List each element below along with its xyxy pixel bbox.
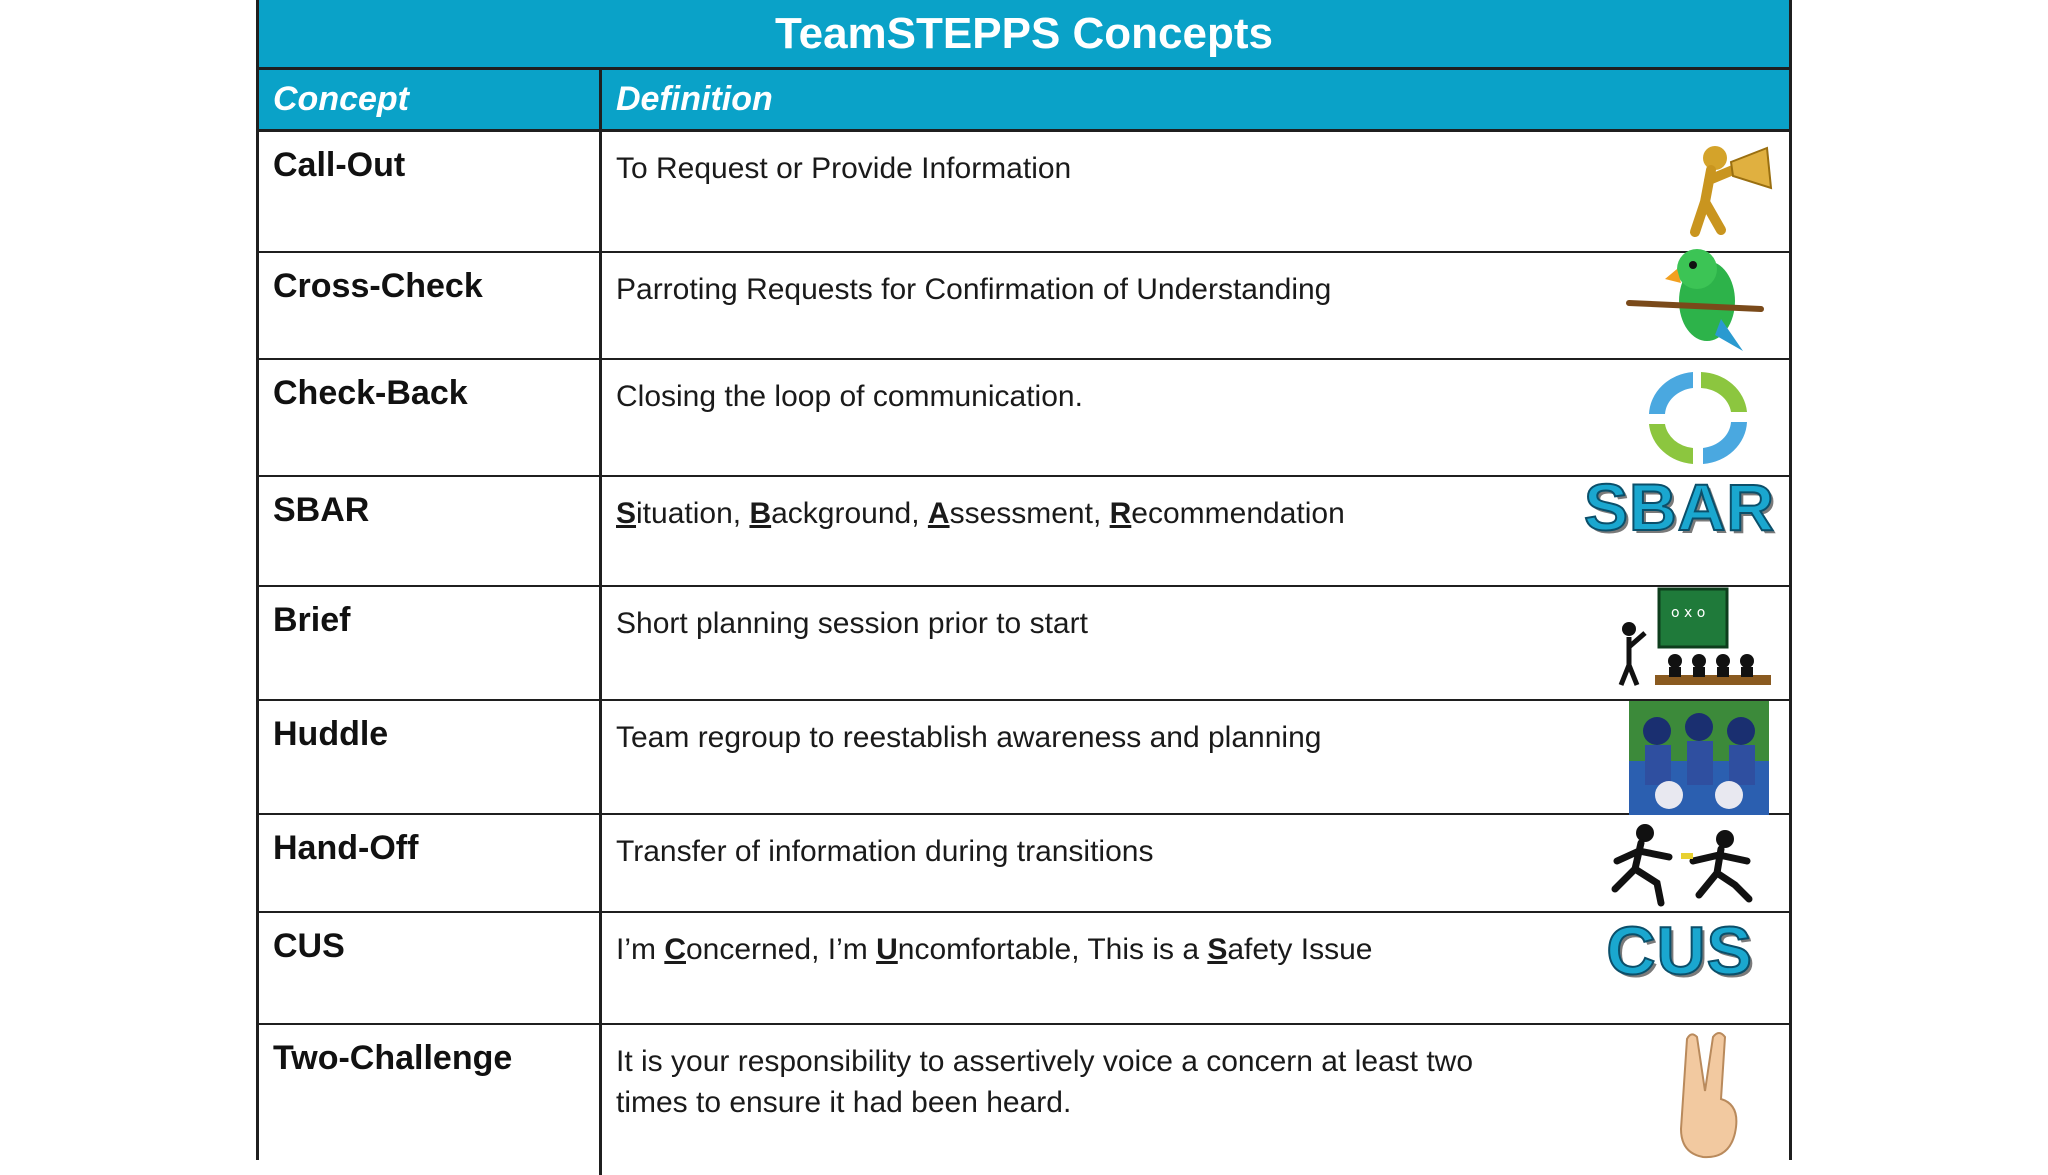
definition-cell xyxy=(599,1025,1789,1175)
definition-cell xyxy=(599,470,1789,585)
concept-check-back: Check-Back xyxy=(273,374,468,412)
definition-fragment: To Request or Provide Information xyxy=(616,152,1072,185)
peace-hand-icon xyxy=(1669,1029,1749,1161)
table-row xyxy=(259,470,1789,587)
definition-text xyxy=(616,376,1496,417)
relay-runners-icon xyxy=(1601,819,1771,909)
megaphone-figure-icon xyxy=(1675,140,1775,240)
definition-fragment: Closing the loop of communication. xyxy=(616,380,1083,413)
underlined-initial: C xyxy=(664,933,686,966)
definition-text xyxy=(616,929,1496,970)
table-row xyxy=(259,587,1789,701)
header-definition: Definition xyxy=(599,70,1789,129)
parrot-icon xyxy=(1625,239,1765,359)
table-row xyxy=(259,913,1789,1025)
table-row xyxy=(259,253,1789,360)
concept-call-out: Call-Out xyxy=(273,146,406,184)
cycle-arrows-icon xyxy=(1629,364,1765,472)
definition-text xyxy=(616,269,1496,310)
underlined-initial: U xyxy=(876,933,898,966)
concept-sbar: SBAR xyxy=(273,491,370,529)
definition-fragment: ecommendation xyxy=(1131,497,1345,530)
definition-cell xyxy=(599,913,1789,1023)
definition-text xyxy=(616,603,1496,644)
definition-fragment: Short planning session prior to start xyxy=(616,607,1088,640)
definition-fragment: ackground, xyxy=(771,497,928,530)
underlined-initial: S xyxy=(616,497,637,530)
definition-fragment: I’m xyxy=(616,933,665,966)
definition-fragment: ituation, xyxy=(636,497,750,530)
underlined-initial: A xyxy=(927,497,950,530)
definition-cell xyxy=(599,253,1789,358)
concept-huddle: Huddle xyxy=(273,715,389,753)
concept-brief: Brief xyxy=(273,601,351,639)
definition-cell xyxy=(599,815,1789,911)
table-row xyxy=(259,701,1789,815)
definition-fragment: Parroting Requests for Confirmation of Understanding xyxy=(616,273,1332,306)
definition-fragment: Team regroup to reestablish awareness and planning xyxy=(616,721,1322,754)
definition-fragment: oncerned, I’m xyxy=(686,933,877,966)
chalkboard-meeting-icon xyxy=(1615,587,1775,699)
definition-text xyxy=(616,831,1496,872)
table-header-row xyxy=(259,70,1789,132)
definition-cell xyxy=(599,701,1789,813)
table-row xyxy=(259,1025,1789,1175)
definition-fragment: afety Issue xyxy=(1227,933,1373,966)
concept-cross-check: Cross-Check xyxy=(273,267,483,305)
definition-fragment: It is your responsibility to assertively voice a concern at least two times to ensure it had been heard. xyxy=(616,1045,1474,1119)
concepts-table xyxy=(256,0,1792,1160)
definition-text xyxy=(616,493,1496,534)
definition-fragment: ssessment, xyxy=(949,497,1110,530)
underlined-initial: S xyxy=(1207,933,1228,966)
definition-cell xyxy=(599,587,1789,699)
definition-text xyxy=(616,717,1496,758)
definition-text xyxy=(616,148,1496,189)
concept-hand-off: Hand-Off xyxy=(273,829,419,867)
definition-cell xyxy=(599,360,1789,475)
underlined-initial: R xyxy=(1109,497,1132,530)
table-row xyxy=(259,815,1789,913)
definition-fragment: Transfer of information during transitions xyxy=(616,835,1154,868)
svg-text:o x o: o x o xyxy=(1671,605,1706,621)
definition-cell xyxy=(599,132,1789,251)
definition-text xyxy=(616,1041,1496,1123)
cus-logo: CUS xyxy=(1606,913,1753,989)
table-title: TeamSTEPPS Concepts xyxy=(259,0,1789,70)
football-huddle-photo xyxy=(1629,701,1769,815)
underlined-initial: B xyxy=(749,497,772,530)
definition-fragment: ncomfortable, This is a xyxy=(897,933,1208,966)
concept-two-challenge: Two-Challenge xyxy=(273,1039,513,1077)
table-row xyxy=(259,360,1789,477)
concept-cus: CUS xyxy=(273,927,345,965)
sbar-logo: SBAR xyxy=(1583,470,1775,544)
table-row xyxy=(259,132,1789,253)
header-concept: Concept xyxy=(273,80,409,118)
